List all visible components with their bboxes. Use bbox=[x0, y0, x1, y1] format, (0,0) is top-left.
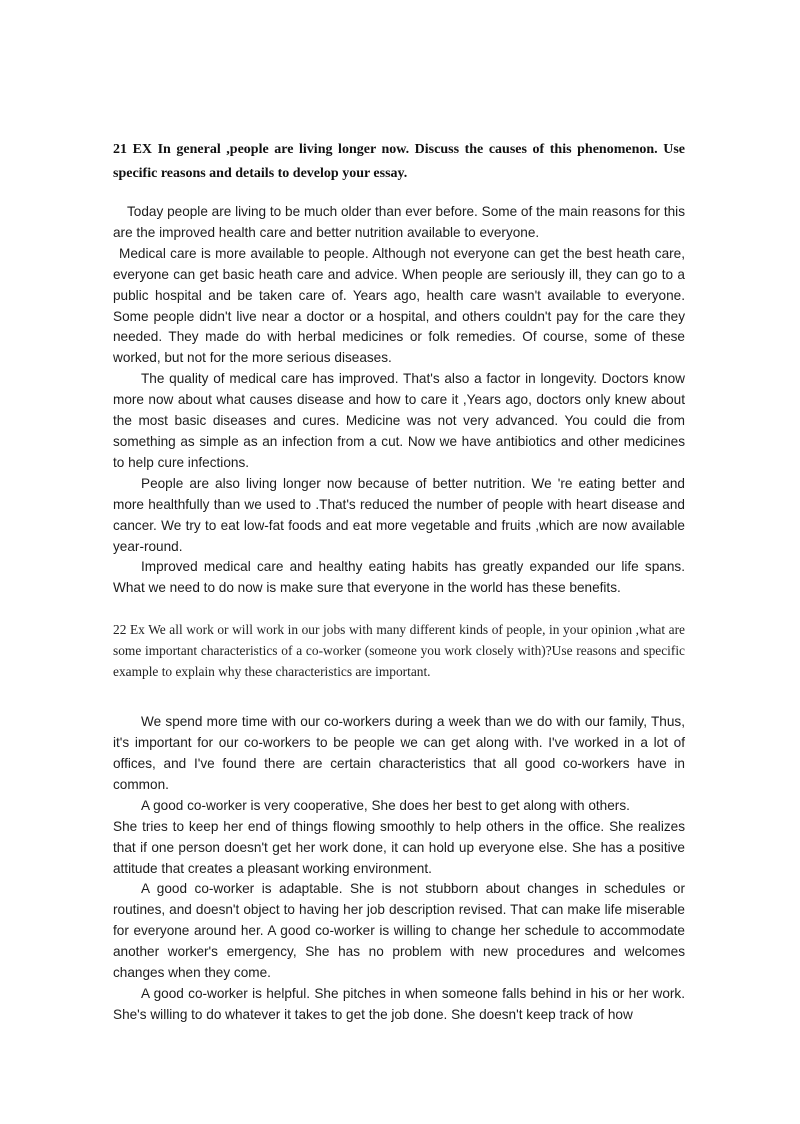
essay-paragraph: We spend more time with our co-workers during a week than we do with our family, Thus, it's important for our co-workers to be people we can get along with. I've worked in a lot of offices, and I've found there are certain characteristics that all good co-workers have in common. bbox=[113, 714, 685, 792]
essay-body-21 bbox=[113, 202, 685, 599]
essay-body-22 bbox=[113, 712, 685, 1026]
essay-prompt-22: 22 Ex We all work or will work in our jobs with many different kinds of people, in your opinion ,what are some important characteristics of a co-worker (someone you work closely with)?Use reasons and specific example to explain why these characteristics are important. bbox=[113, 622, 685, 680]
essay-paragraph: Today people are living to be much older than ever before. Some of the main reasons for this are the improved health care and better nutrition available to everyone. bbox=[113, 204, 685, 240]
essay-paragraph: A good co-worker is adaptable. She is not stubborn about changes in schedules or routines, and doesn't object to having her job description revised. That can make life miserable for everyone around her. A good co-worker is willing to change her schedule to accommodate another worker's emergency, She has no problem with new procedures and welcomes changes when they come. bbox=[113, 881, 685, 981]
essay-prompt-21: 21 EX In general ,people are living longer now. Discuss the causes of this phenomenon. Use specific reasons and details to develop your essay. bbox=[113, 142, 685, 181]
essay-paragraph: A good co-worker is very cooperative, She does her best to get along with others. bbox=[141, 797, 630, 813]
document-page bbox=[113, 138, 685, 1026]
essay-paragraph: The quality of medical care has improved. That's also a factor in longevity. Doctors know more now about what causes disease and how to care it ,Years ago, doctors only knew about the most basic diseases and cures. Medicine was not very advanced. You could die from something as simple as an infection from a cut. Now we have antibiotics and other medicines to help cure infections. bbox=[113, 371, 685, 470]
essay-section-22 bbox=[113, 619, 685, 1026]
essay-paragraph: She tries to keep her end of things flowing smoothly to help others in the office. She realizes that if one person doesn't get her work done, it can hold up everyone else. She has a positive attitude that creates a pleasant working environment. bbox=[113, 818, 685, 876]
essay-paragraph: Improved medical care and healthy eating habits has greatly expanded our life spans. What we need to do now is make sure that everyone in the world has these benefits. bbox=[113, 559, 685, 596]
essay-paragraph: Medical care is more available to people. Although not everyone can get the best heath care, everyone can get basic heath care and advice. When people are seriously ill, they can go to a public hospital and be taken care of. Years ago, health care wasn't available to everyone. Some people didn't live near a doctor or a hospital, and others couldn't pay for the care they needed. They made do with herbal medicines or folk remedies. Of course, some of these worked, but not for the more serious diseases. bbox=[113, 245, 685, 366]
essay-paragraph: A good co-worker is helpful. She pitches in when someone falls behind in his or her work. She's willing to do whatever it takes to get the job done. She doesn't keep track of how bbox=[113, 986, 685, 1022]
essay-section-21 bbox=[113, 138, 685, 599]
essay-paragraph: People are also living longer now because of better nutrition. We 're eating better and more healthfully than we used to .That's reduced the number of people with heart disease and cancer. We try to eat low-fat foods and eat more vegetable and fruits ,which are now available year-round. bbox=[113, 475, 685, 554]
